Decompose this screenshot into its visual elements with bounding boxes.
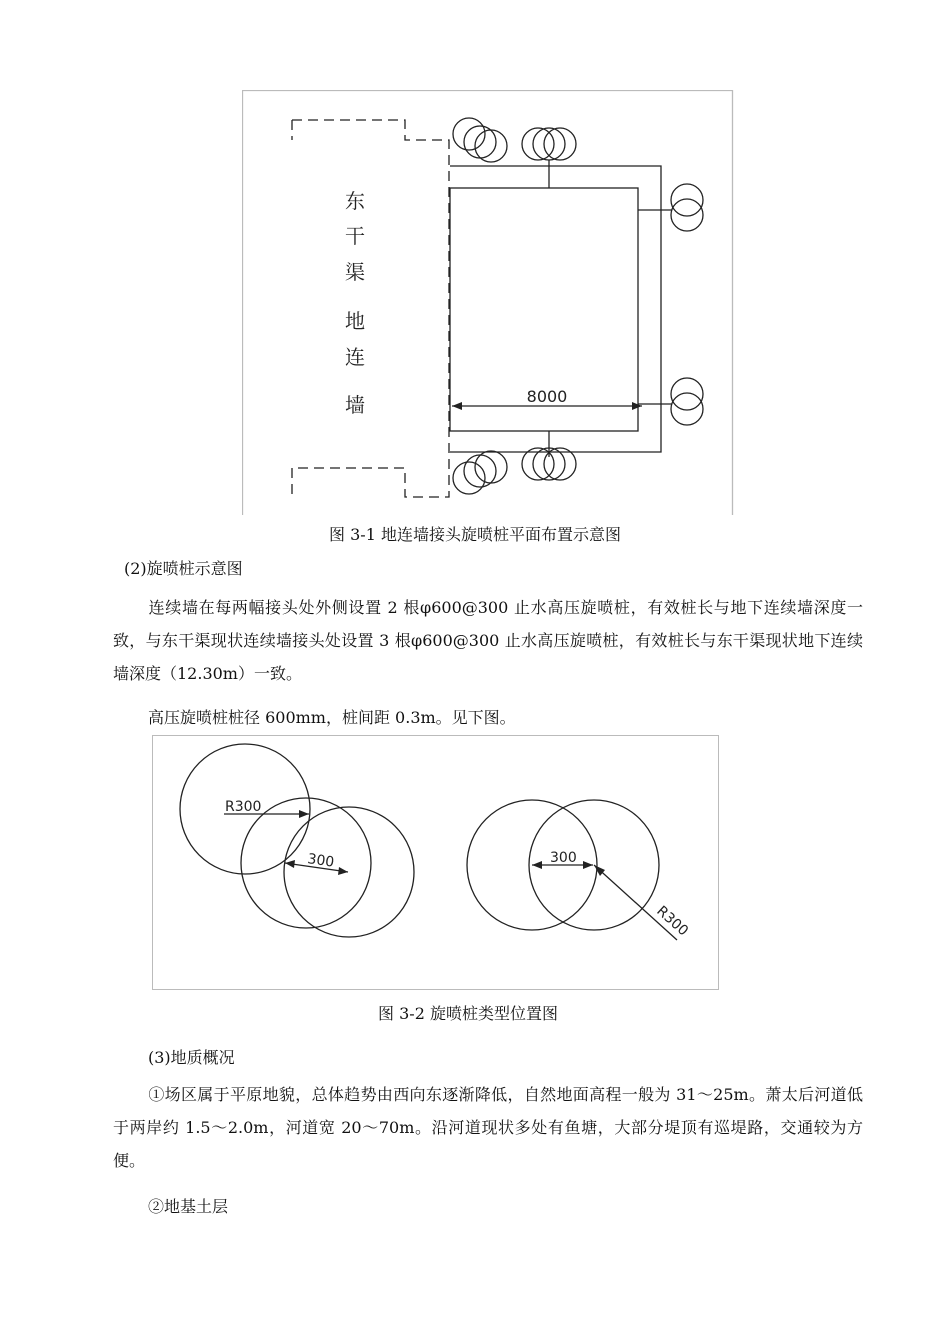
section-2-heading: (2)旋喷桩示意图 bbox=[124, 559, 243, 578]
section-2-paragraph-1: 连续墙在每两幅接头处外侧设置 2 根φ600@300 止水高压旋喷桩，有效桩长与地下连续墙深度一致，与东干渠现状连续墙接头处设置 3 根φ600@300 止水高压旋喷桩，有效桩长与东干渠现状地下连续墙深度（12.30m）一致。 bbox=[113, 598, 863, 683]
wall-vertical-label bbox=[345, 189, 365, 417]
dimension-label: 8000 bbox=[526, 387, 568, 406]
svg-text:东: 东 bbox=[345, 189, 365, 213]
svg-text:连: 连 bbox=[345, 345, 365, 369]
section-3-item-2: ②地基土层 bbox=[148, 1197, 229, 1216]
section-3-heading: (3)地质概况 bbox=[148, 1048, 235, 1067]
pile-circle bbox=[241, 798, 371, 928]
figure-3-2-caption: 图 3-2 旋喷桩类型位置图 bbox=[378, 1004, 558, 1023]
figure-3-1-diagram bbox=[242, 90, 734, 515]
figure-3-2-diagram bbox=[152, 735, 720, 991]
pit-outline-outer bbox=[450, 166, 661, 452]
pile-circle bbox=[284, 807, 414, 937]
jet-grout-pile-group bbox=[453, 118, 703, 494]
radius-label-left: R300 bbox=[225, 799, 262, 815]
radius-label-right: R300 bbox=[653, 903, 692, 940]
svg-text:干: 干 bbox=[345, 224, 365, 248]
spacing-label-right: 300 bbox=[550, 850, 577, 866]
existing-wall-outline bbox=[292, 120, 449, 500]
section-2-paragraph-2: 高压旋喷桩桩径 600mm，桩间距 0.3m。见下图。 bbox=[148, 708, 516, 727]
svg-text:墙: 墙 bbox=[345, 393, 365, 417]
section-3-paragraph-1: ①场区属于平原地貌，总体趋势由西向东逐渐降低，自然地面高程一般为 31～25m。萧太后河道低于两岸约 1.5～2.0m，河道宽 20～70m。沿河道现状多处有鱼塘，大部分堤顶有巡堤路，交通较为方便。 bbox=[113, 1085, 863, 1170]
svg-text:地: 地 bbox=[345, 309, 365, 333]
svg-text:渠: 渠 bbox=[345, 260, 365, 284]
spacing-label-left: 300 bbox=[306, 851, 336, 871]
figure-3-1-caption: 图 3-1 地连墙接头旋喷桩平面布置示意图 bbox=[329, 525, 621, 544]
